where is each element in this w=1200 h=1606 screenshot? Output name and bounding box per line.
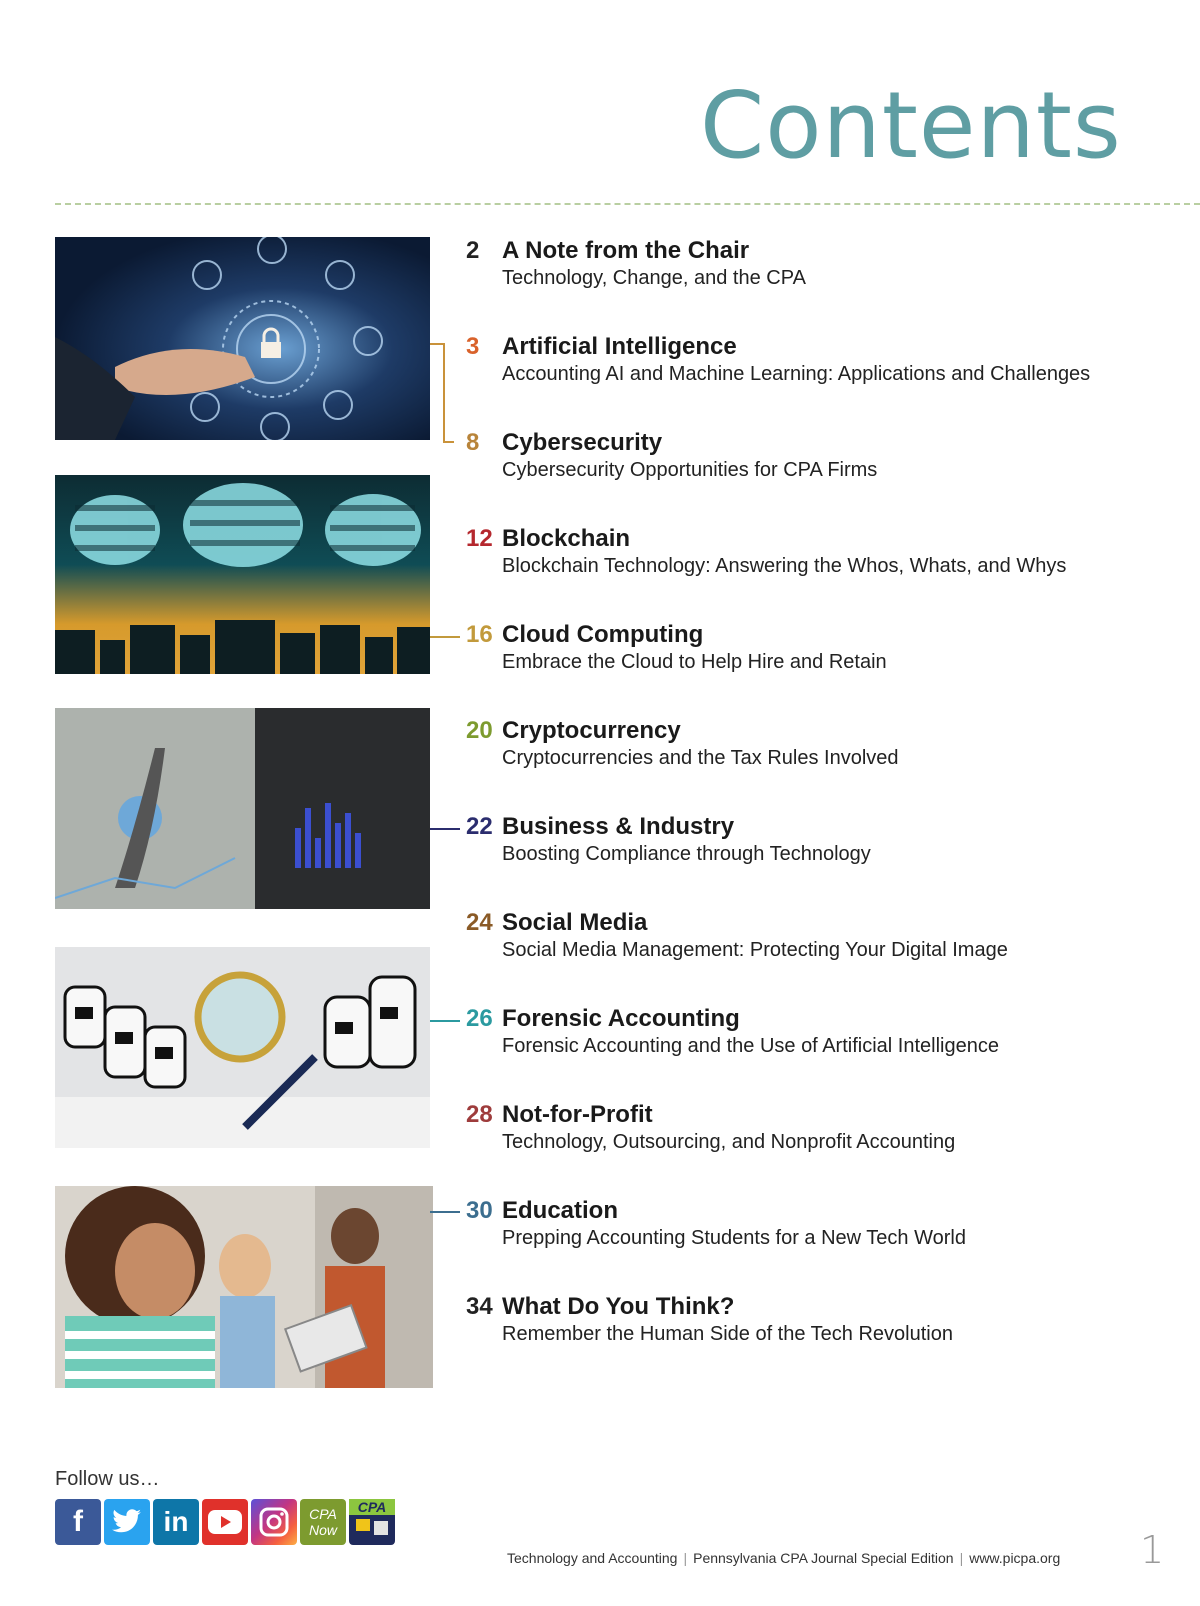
- entry-subtitle: Social Media Management: Protecting Your Digital Image: [502, 939, 1008, 961]
- entry-subtitle: Cryptocurrencies and the Tax Rules Involved: [502, 747, 899, 769]
- follow-label: Follow us…: [55, 1468, 160, 1490]
- entry-title[interactable]: Social Media: [502, 909, 648, 936]
- entry-title[interactable]: Business & Industry: [502, 813, 735, 840]
- linkedin-glyph: in: [163, 1506, 189, 1537]
- cpa-conversations-icon[interactable]: [349, 1499, 395, 1545]
- footer-separator: |: [683, 1550, 688, 1566]
- page-number: 3: [466, 333, 480, 360]
- footer-publication: Technology and Accounting: [507, 1550, 678, 1566]
- photo-analytics: [55, 708, 430, 909]
- cpa-now-line2: Now: [308, 1522, 337, 1538]
- entry-subtitle: Embrace the Cloud to Help Hire and Retain: [502, 651, 887, 673]
- dashed-divider: [55, 203, 1200, 205]
- entry-title[interactable]: Cybersecurity: [502, 429, 663, 456]
- entry-title[interactable]: A Note from the Chair: [502, 237, 750, 264]
- entry-title[interactable]: Blockchain: [502, 525, 631, 552]
- footer-website-link[interactable]: www.picpa.org: [969, 1550, 1061, 1566]
- page-number: 24: [466, 909, 493, 936]
- entry-subtitle: Cybersecurity Opportunities for CPA Firms: [502, 459, 878, 481]
- facebook-glyph: f: [73, 1505, 83, 1538]
- connector-education: [430, 1209, 464, 1215]
- page-number: 12: [466, 525, 493, 552]
- entry-title[interactable]: Cryptocurrency: [502, 717, 681, 744]
- entry-subtitle: Boosting Compliance through Technology: [502, 843, 871, 865]
- page-number: 30: [466, 1197, 493, 1224]
- cpa-now-line1: CPA: [309, 1506, 337, 1522]
- entry-subtitle: Remember the Human Side of the Tech Revolution: [502, 1323, 953, 1345]
- entry-title[interactable]: Education: [502, 1197, 619, 1224]
- page-number: 34: [466, 1293, 493, 1320]
- footer: [507, 1550, 1060, 1566]
- twitter-icon[interactable]: [104, 1499, 150, 1545]
- entry-title[interactable]: Not-for-Profit: [502, 1101, 653, 1128]
- youtube-icon[interactable]: [202, 1499, 248, 1545]
- cpa-now-icon[interactable]: [300, 1499, 346, 1545]
- linkedin-icon[interactable]: [153, 1499, 199, 1545]
- cpa-conv-graphic: [352, 1515, 392, 1539]
- entry-subtitle: Prepping Accounting Students for a New Tech World: [502, 1227, 966, 1249]
- connector-cloud: [430, 634, 464, 640]
- footer-separator: |: [959, 1550, 964, 1566]
- photo-students: [55, 1186, 433, 1388]
- page-number: 26: [466, 1005, 493, 1032]
- page-title: Contents: [700, 72, 1122, 179]
- connector-forensic: [430, 1018, 464, 1024]
- connector-business: [430, 826, 464, 832]
- entry-subtitle: Technology, Outsourcing, and Nonprofit Accounting: [502, 1131, 956, 1153]
- entry-title[interactable]: Cloud Computing: [502, 621, 704, 648]
- entry-title[interactable]: Forensic Accounting: [502, 1005, 740, 1032]
- page-number: 22: [466, 813, 493, 840]
- page-number-footer: 1: [1140, 1528, 1165, 1572]
- page-number: 8: [466, 429, 480, 456]
- twitter-bird-glyph: [112, 1509, 142, 1535]
- cpa-conv-label: CPA: [349, 1499, 395, 1515]
- entry-title[interactable]: Artificial Intelligence: [502, 333, 737, 360]
- page-number: 16: [466, 621, 493, 648]
- page-number: 20: [466, 717, 493, 744]
- connector-bracket: [430, 340, 470, 450]
- social-icons: [55, 1499, 395, 1545]
- photo-robot-magnifier: [55, 947, 430, 1148]
- photo-cybersecurity: [55, 237, 430, 440]
- page-number: 28: [466, 1101, 493, 1128]
- footer-journal: Pennsylvania CPA Journal Special Edition: [693, 1550, 954, 1566]
- facebook-icon[interactable]: [55, 1499, 101, 1545]
- entry-subtitle: Accounting AI and Machine Learning: Applications and Challenges: [502, 363, 1091, 385]
- entry-subtitle: Forensic Accounting and the Use of Artificial Intelligence: [502, 1035, 999, 1057]
- page-number: 2: [466, 237, 480, 264]
- instagram-camera-glyph: [259, 1507, 289, 1537]
- entry-subtitle: Blockchain Technology: Answering the Whos, Whats, and Whys: [502, 555, 1067, 577]
- youtube-play-glyph: [208, 1510, 242, 1534]
- entry-title[interactable]: What Do You Think?: [502, 1293, 735, 1320]
- entry-subtitle: Technology, Change, and the CPA: [502, 267, 806, 289]
- instagram-icon[interactable]: [251, 1499, 297, 1545]
- photo-cloud-data: [55, 475, 430, 674]
